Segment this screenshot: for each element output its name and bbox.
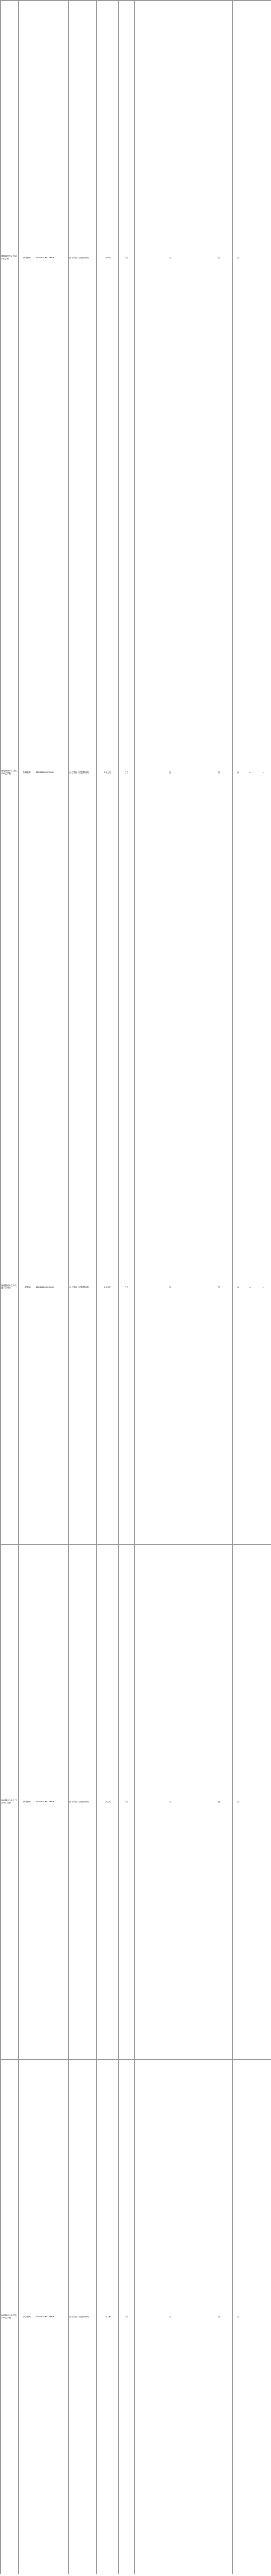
table-cell: 否	[233, 1, 244, 515]
table-cell: —	[244, 1, 256, 515]
table-cell: 2年本科	[97, 1030, 119, 1545]
table-cell: 460422XXXXXXXX	[35, 1545, 69, 2060]
table-cell: —	[256, 1, 271, 515]
table-cell: 白沙	[119, 1030, 135, 1545]
table-cell: 否	[233, 1030, 244, 1545]
table-cell: 是	[205, 1545, 233, 2060]
table-cell: 白沙	[119, 2060, 135, 2574]
table-cell: 2年本科	[97, 2060, 119, 2574]
table-cell: 否	[205, 515, 233, 1030]
table-cell: —	[244, 2060, 256, 2574]
table-cell: —	[256, 1545, 271, 2060]
table-cell: 460422XXXXXXXX	[35, 2060, 69, 2574]
table-cell: —	[244, 1545, 256, 2060]
table-cell: 否	[135, 1545, 205, 2060]
table-cell: 小学教师	[19, 1030, 35, 1545]
table-cell: 460422XXXXXXXX	[35, 1030, 69, 1545]
table-cell: 2年大专	[97, 1545, 119, 2060]
table-cell: —	[256, 1030, 271, 1545]
table-cell: 否	[233, 2060, 244, 2574]
table-cell: 海南省白沙县金波乡中心学校	[1, 515, 19, 1030]
table-cell: 2年中专	[97, 1, 119, 515]
table-cell: 否	[135, 1, 205, 515]
table-cell: 2年大专	[97, 515, 119, 1030]
table-cell: 特岗教师	[19, 1, 35, 515]
table-cell: 否	[233, 1545, 244, 2060]
records-table-body	[1, 1, 271, 2574]
table-cell: 否	[233, 515, 244, 1030]
table-cell: 否	[205, 1, 233, 515]
table-cell: 海南省白沙县牙叉镇中心学校	[1, 1030, 19, 1545]
table-cell: 否	[205, 2060, 233, 2574]
table-cell: 否	[135, 515, 205, 1030]
table-row	[1, 1030, 271, 1545]
table-cell: 否	[135, 1030, 205, 1545]
table-cell: —	[244, 515, 256, 1030]
table-cell: 白沙黎族自治县教育局	[69, 515, 97, 1030]
table-row	[1, 2060, 271, 2574]
table-cell: 白沙黎族自治县教育局	[69, 1545, 97, 2060]
table-cell: 特岗教师	[19, 515, 35, 1030]
table-cell: 海南省白沙县东南中心学校	[1, 1, 19, 515]
table-row	[1, 1, 271, 515]
table-cell: 特岗教师	[19, 1545, 35, 2060]
table-cell: 白沙黎族自治县教育局	[69, 1, 97, 515]
table-row	[1, 1545, 271, 2060]
table-cell: 白沙	[119, 1, 135, 515]
table-cell: 白沙	[119, 515, 135, 1030]
table-cell: 白沙	[119, 1545, 135, 2060]
table-cell: 460422XXXXXXXX	[35, 515, 69, 1030]
table-cell: —	[256, 2060, 271, 2574]
table-cell: 海南省白沙县细水乡中心学校	[1, 2060, 19, 2574]
table-row	[1, 515, 271, 1030]
table-cell: 否	[205, 1030, 233, 1545]
table-cell: 白沙黎族自治县教育局	[69, 2060, 97, 2574]
table-cell: —	[244, 1030, 256, 1545]
table-cell: 白沙黎族自治县教育局	[69, 1030, 97, 1545]
table-cell: 460422XXXXXXXX	[35, 1, 69, 515]
table-cell: 海南省白沙县元门乡中心学校	[1, 1545, 19, 2060]
table-cell: 小学教师	[19, 2060, 35, 2574]
table-cell: 否	[135, 2060, 205, 2574]
table-cell: —	[256, 515, 271, 1030]
